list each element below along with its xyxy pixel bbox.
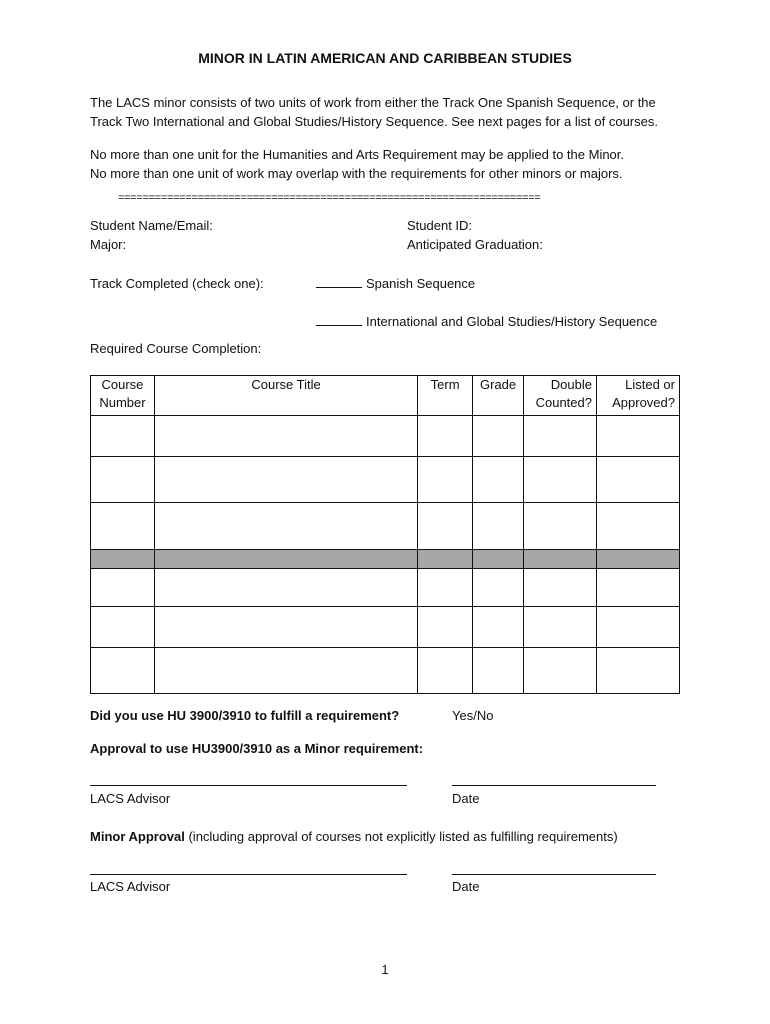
header-double-counted: Double Counted? [524, 376, 597, 416]
table-row[interactable] [91, 457, 680, 503]
table-row[interactable] [91, 648, 680, 694]
graduation-label: Anticipated Graduation: [407, 237, 543, 252]
intro-paragraph [90, 93, 658, 131]
date-label: Date [452, 879, 480, 894]
track-label: Track Completed (check one): [90, 276, 264, 291]
header-listed-approved: Listed or Approved? [596, 376, 679, 416]
table-row[interactable] [91, 503, 680, 550]
advisor-signature-line[interactable] [90, 785, 407, 786]
header-grade: Grade [473, 376, 524, 416]
track-option-international[interactable] [316, 312, 657, 331]
table-header-row [91, 376, 680, 416]
major-label: Major: [90, 237, 127, 252]
student-name-label: Student Name/Email: [90, 218, 213, 233]
checkbox-blank[interactable] [316, 275, 362, 288]
header-term: Term [418, 376, 473, 416]
track-option-spanish[interactable] [316, 274, 475, 293]
track-option-label: International and Global Studies/History Sequence [366, 314, 658, 329]
header-course-number: Course Number [91, 376, 155, 416]
header-course-title: Course Title [154, 376, 417, 416]
hu-question: Did you use HU 3900/3910 to fulfill a requirement? [90, 708, 400, 723]
page-number: 1 [381, 962, 389, 977]
date-signature-line[interactable] [452, 785, 656, 786]
table-row[interactable] [91, 416, 680, 457]
checkbox-blank[interactable] [316, 313, 362, 326]
date-signature-line[interactable] [452, 874, 656, 875]
table-row[interactable] [91, 569, 680, 607]
intro-line: Track Two International and Global Studies/History Sequence. See next pages for a list of courses. [90, 114, 658, 129]
minor-approval-bold: Minor Approval [90, 829, 185, 844]
minor-approval-rest: (including approval of courses not explicitly listed as fulfilling requirements) [184, 829, 618, 844]
table-divider-row [91, 550, 680, 569]
rules-paragraph [90, 145, 624, 183]
course-table [90, 375, 680, 694]
hu-approval-label: Approval to use HU3900/3910 as a Minor requirement: [90, 741, 424, 756]
separator-line: ===================================================================== [118, 192, 541, 204]
advisor-label: LACS Advisor [90, 879, 171, 894]
required-course-label: Required Course Completion: [90, 341, 262, 356]
track-option-label: Spanish Sequence [366, 276, 476, 291]
advisor-label: LACS Advisor [90, 791, 171, 806]
rules-line: No more than one unit of work may overlap with the requirements for other minors or majors. [90, 166, 623, 181]
table-row[interactable] [91, 607, 680, 648]
advisor-signature-line[interactable] [90, 874, 407, 875]
intro-line: The LACS minor consists of two units of work from either the Track One Spanish Sequence, or the [90, 95, 656, 110]
page-title: MINOR IN LATIN AMERICAN AND CARIBBEAN STUDIES [198, 50, 572, 66]
rules-line: No more than one unit for the Humanities and Arts Requirement may be applied to the Minor. [90, 147, 625, 162]
minor-approval-text [90, 827, 618, 846]
date-label: Date [452, 791, 480, 806]
hu-answer[interactable]: Yes/No [452, 708, 494, 723]
student-id-label: Student ID: [407, 218, 473, 233]
